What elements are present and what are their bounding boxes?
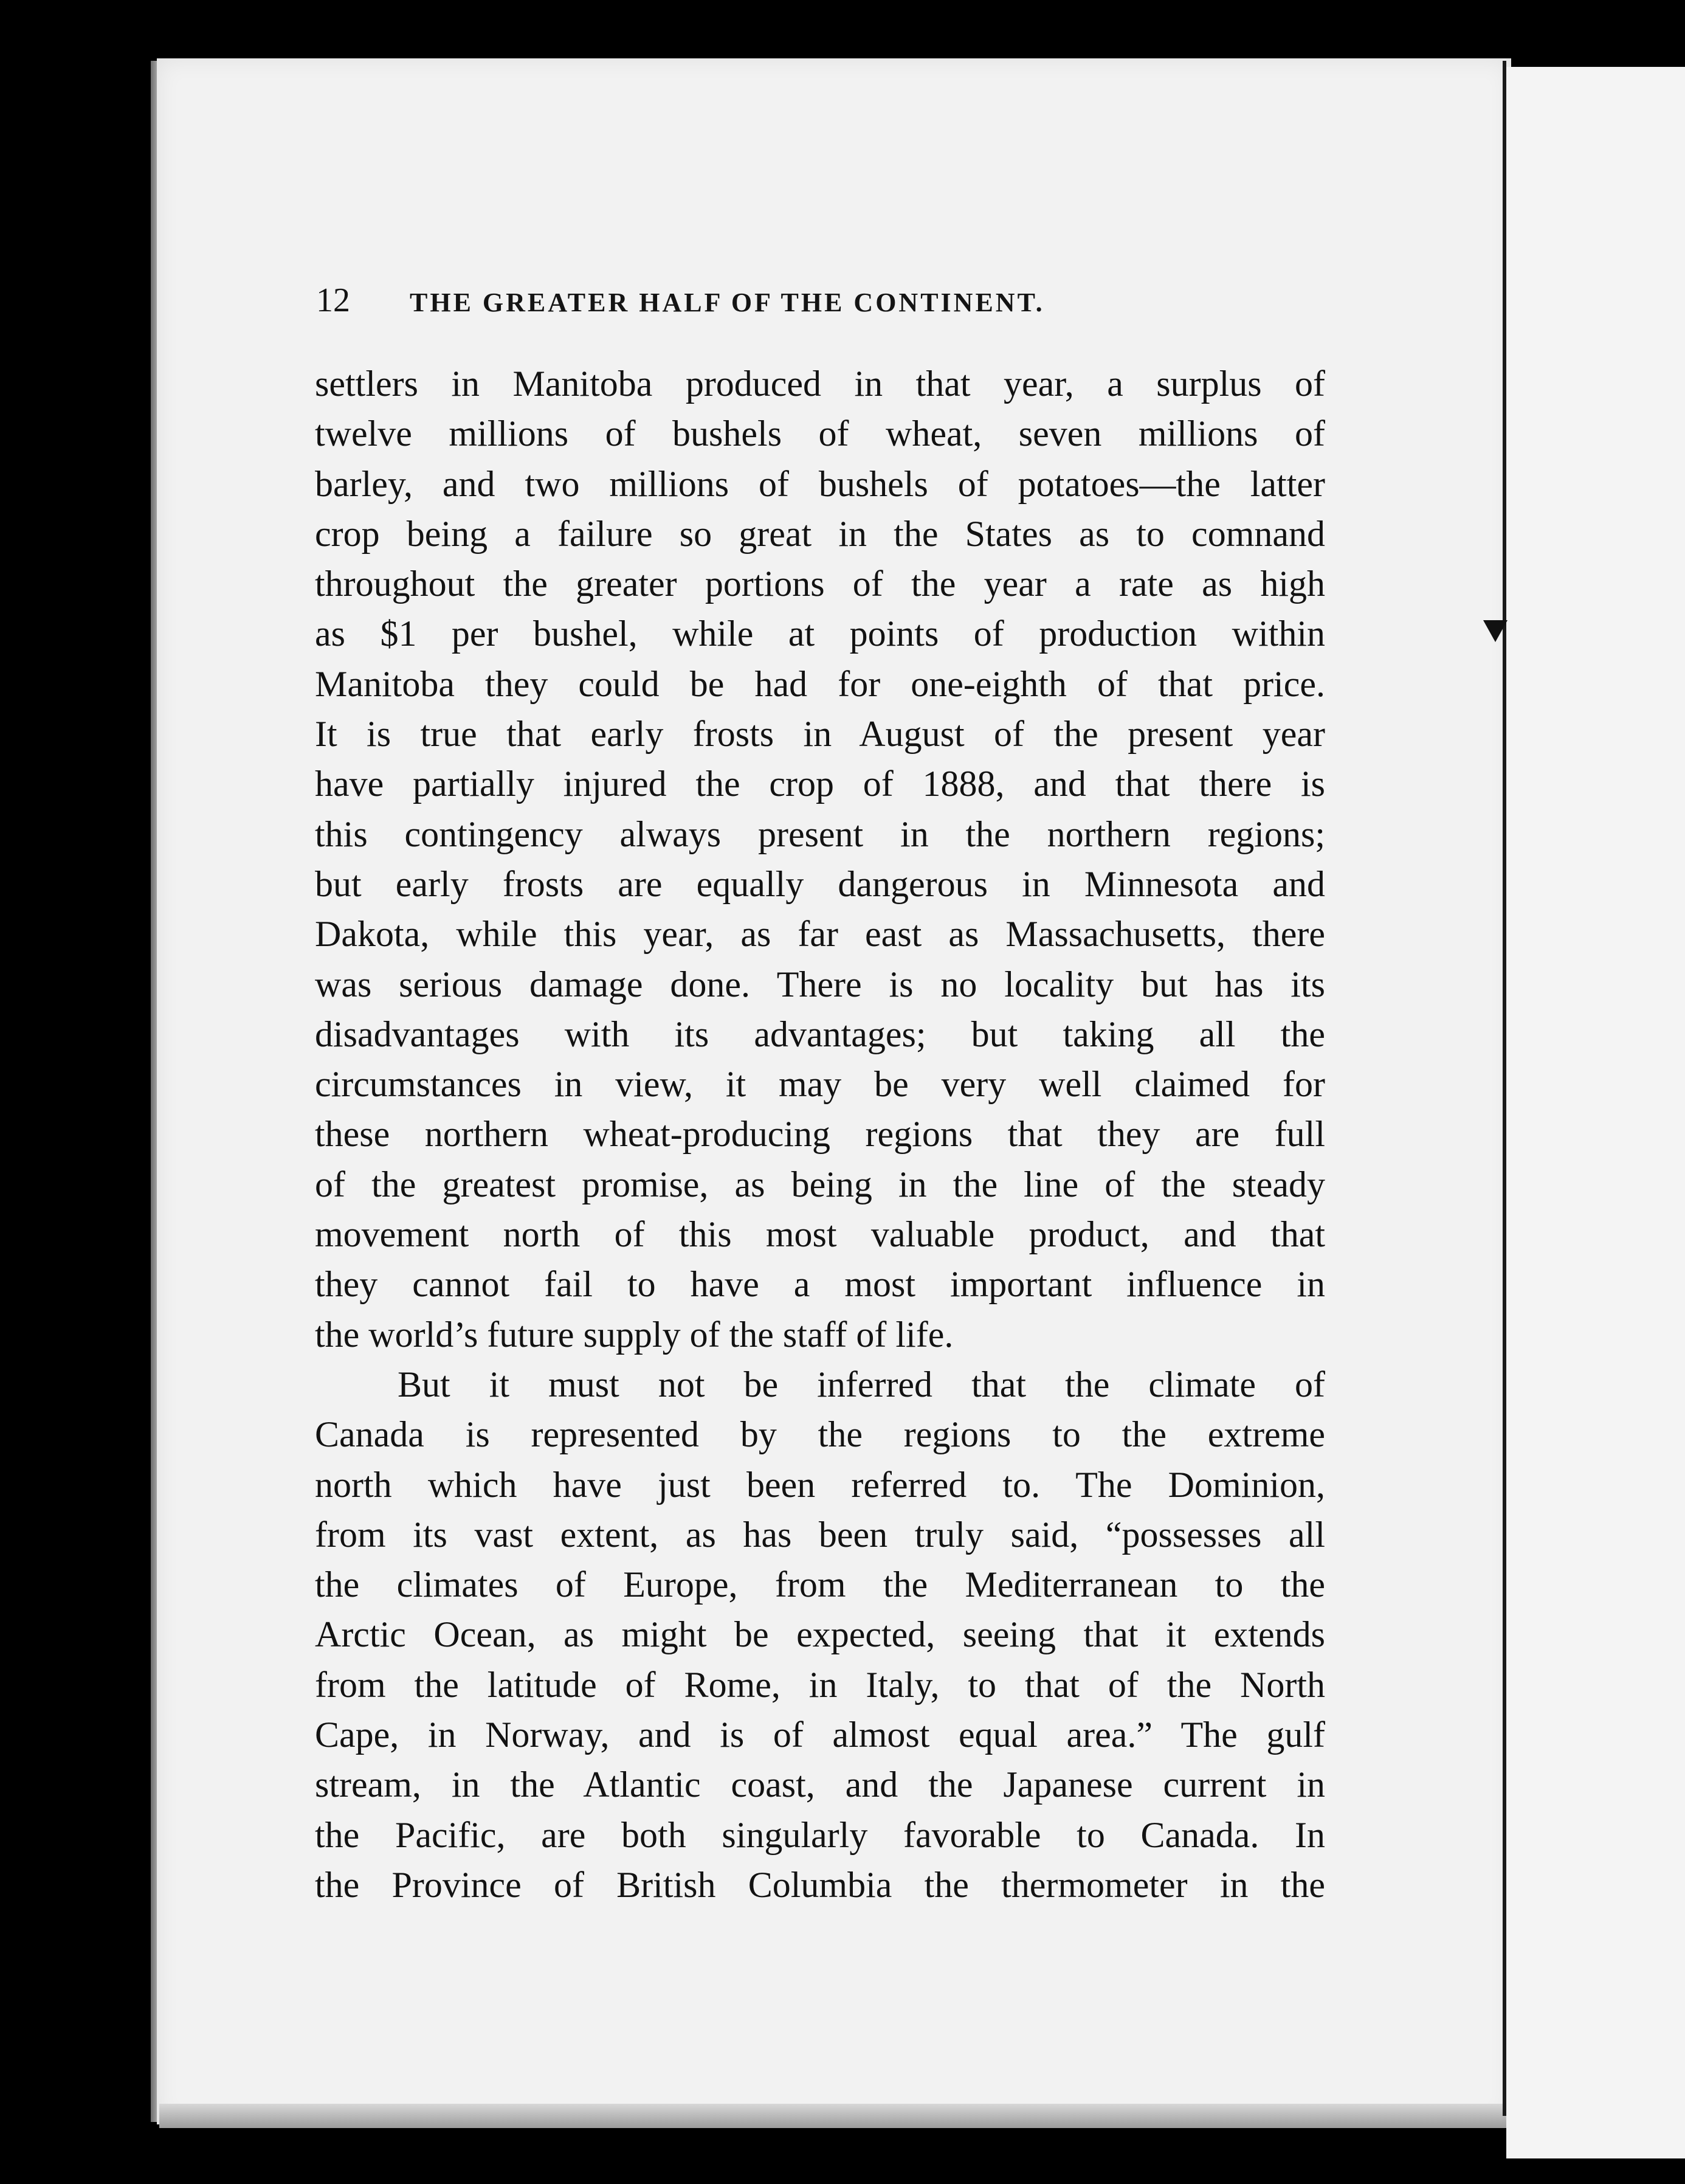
text-line: circumstances in view, it may be very well claimed for (315, 1064, 1325, 1105)
text-line: Manitoba they could be had for one-eighth of that price. (315, 663, 1325, 704)
text-line: the Pacific, are both singularly favorable to Canada. In (315, 1814, 1325, 1855)
paragraph-1 (315, 359, 1325, 1360)
text-line: north which have just been referred to. The Dominion, (315, 1464, 1325, 1505)
text-line: crop being a failure so great in the States as to comnand (315, 513, 1325, 554)
text-line: settlers in Manitoba produced in that year, a surplus of (315, 364, 1325, 404)
text-line: as $1 per bushel, while at points of production within (315, 613, 1325, 654)
page-edge-bottom (159, 2104, 1509, 2128)
running-title: THE GREATER HALF OF THE CONTINENT. (410, 288, 1045, 317)
text-line: Dakota, while this year, as far east as Massachusetts, there (315, 914, 1325, 955)
page-marker-tick (1483, 620, 1508, 642)
text-line: they cannot fail to have a most important influence in (315, 1264, 1325, 1305)
text-line: But it must not be inferred that the climate of (398, 1364, 1325, 1405)
text-line: Canada is represented by the regions to the extreme (315, 1414, 1325, 1455)
page-number: 12 (316, 282, 350, 319)
text-line: the climates of Europe, from the Mediterranean to the (315, 1564, 1325, 1605)
text-line: throughout the greater portions of the year a rate as high (315, 564, 1325, 604)
text-line: but early frosts are equally dangerous in Minnesota and (315, 863, 1325, 904)
text-line: the Province of British Columbia the thermometer in the (315, 1864, 1325, 1905)
text-line: of the greatest promise, as being in the line of the steady (315, 1164, 1325, 1204)
text-line: Cape, in Norway, and is of almost equal area.” The gulf (315, 1715, 1325, 1755)
body-text (315, 359, 1325, 1910)
text-line: stream, in the Atlantic coast, and the Japanese current in (315, 1764, 1325, 1805)
text-line: It is true that early frosts in August of the present year (315, 714, 1325, 755)
text-line: this contingency always present in the northern regions; (315, 814, 1325, 854)
text-line: from its vast extent, as has been truly said, “possesses all (315, 1514, 1325, 1555)
text-line: twelve millions of bushels of wheat, seven millions of (315, 413, 1325, 454)
text-line: disadvantages with its advantages; but taking all the (315, 1014, 1325, 1054)
text-line: the world’s future supply of the staff of life. (315, 1314, 954, 1355)
text-line: barley, and two millions of bushels of potatoes—the latter (315, 463, 1325, 504)
text-line: these northern wheat-producing regions that they are full (315, 1114, 1325, 1155)
text-line: have partially injured the crop of 1888, and that there is (315, 764, 1325, 804)
text-line: movement north of this most valuable product, and that (315, 1214, 1325, 1255)
text-line: Arctic Ocean, as might be expected, seeing that it extends (315, 1614, 1325, 1655)
paragraph-2 (315, 1360, 1325, 1910)
facing-page-leaf (1506, 67, 1685, 2158)
text-line: was serious damage done. There is no locality but has its (315, 964, 1325, 1004)
text-line: from the latitude of Rome, in Italy, to that of the North (315, 1664, 1325, 1705)
page-header (316, 281, 1179, 320)
